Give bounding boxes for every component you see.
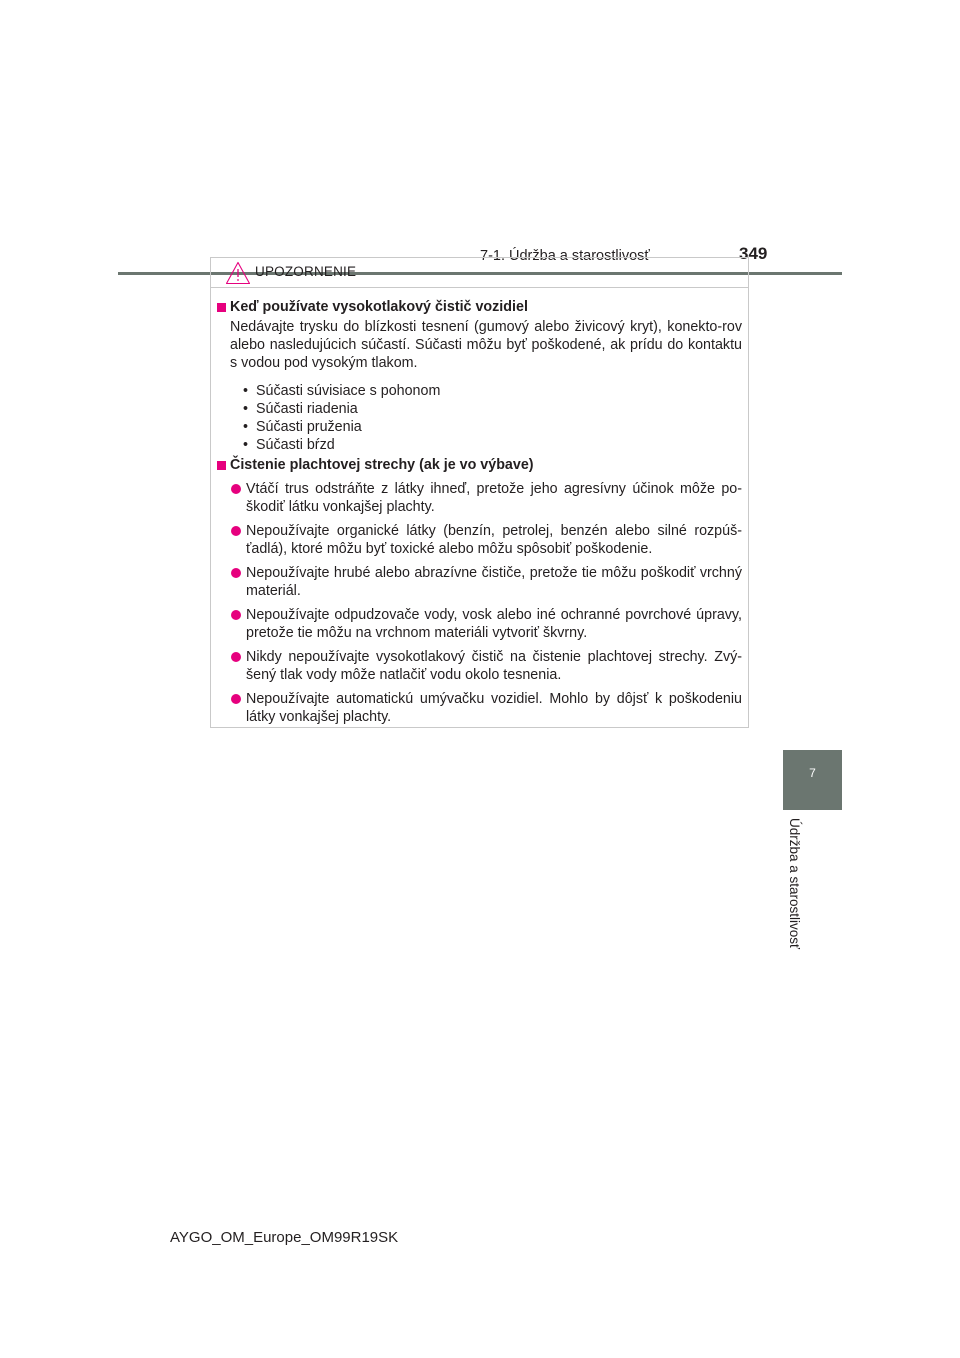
list-item: • Súčasti bŕzd [243,437,335,453]
section-heading-text: Čistenie plachtovej strechy (ak je vo výbave) [230,457,534,473]
list-item: • Súčasti pruženia [243,419,362,435]
circle-bullet-icon [231,610,241,620]
bullet-icon: • [243,383,249,399]
list-item: Nepoužívajte odpudzovače vody, vosk alebo iné ochranné povrchové úpravy, pretože tie môžu na vrchnom materiáli vytvoriť škvrny. [216,606,742,642]
warning-header [211,258,748,288]
section-paragraph: Nedávajte trysku do blízkosti tesnení (gumový alebo živicový kryt), konekto-rov alebo nasledujúcich súčastí. Súčasti môžu byť poškodené, ak prídu do kontaktu s vodou pod vysokým tlakom. [230,319,742,371]
warning-content [216,298,742,726]
square-bullet-icon [217,461,226,470]
list-item: • Súčasti riadenia [243,401,358,417]
square-bullet-icon [217,303,226,312]
document-id: AYGO_OM_Europe_OM99R19SK [170,1229,399,1246]
list-item: Nepoužívajte hrubé alebo abrazívne čističe, pretože tie môžu poškodiť vrchný materiál. [216,564,742,600]
circle-bullet-icon [231,484,241,494]
list-item: Nepoužívajte organické látky (benzín, petrolej, benzén alebo silné rozpúš-ťadlá), ktoré môžu byť toxické alebo môžu spôsobiť poškodenie. [216,522,742,558]
chapter-label: Údržba a starostlivosť [787,818,802,950]
list-item: • Súčasti súvisiace s pohonom [243,383,441,399]
circle-bullet-icon [231,526,241,536]
circle-bullet-icon [231,694,241,704]
warning-box [210,257,749,728]
warning-title: UPOZORNENIE [255,264,357,279]
bullet-icon: • [243,419,249,435]
header-section-title: 7-1. Údržba a starostlivosť [480,248,650,264]
circle-bullet-icon [231,568,241,578]
list-item: Nepoužívajte automatickú umývačku vozidiel. Mohlo by dôjsť k poškodeniu látky vonkajšej plachty. [216,690,742,726]
section-heading-text: Keď používate vysokotlakový čistič vozidiel [230,299,528,315]
list-item: Nikdy nepoužívajte vysokotlakový čistič na čistenie plachtovej strechy. Zvý-šený tlak vody môže natlačiť vodu okolo tesnenia. [216,648,742,684]
section-heading [216,298,742,316]
bullet-icon: • [243,437,249,453]
chapter-number: 7 [809,766,816,780]
bullet-list [243,382,742,454]
page-number: 349 [739,244,768,263]
chapter-tab [783,750,842,810]
bullet-icon: • [243,401,249,417]
warning-triangle-icon [225,261,251,285]
section-heading [216,456,742,474]
circle-bullet-icon [231,652,241,662]
list-item: Vtáčí trus odstráňte z látky ihneď, pretože jeho agresívny účinok môže po-škodiť látku vonkajšej plachty. [216,480,742,516]
